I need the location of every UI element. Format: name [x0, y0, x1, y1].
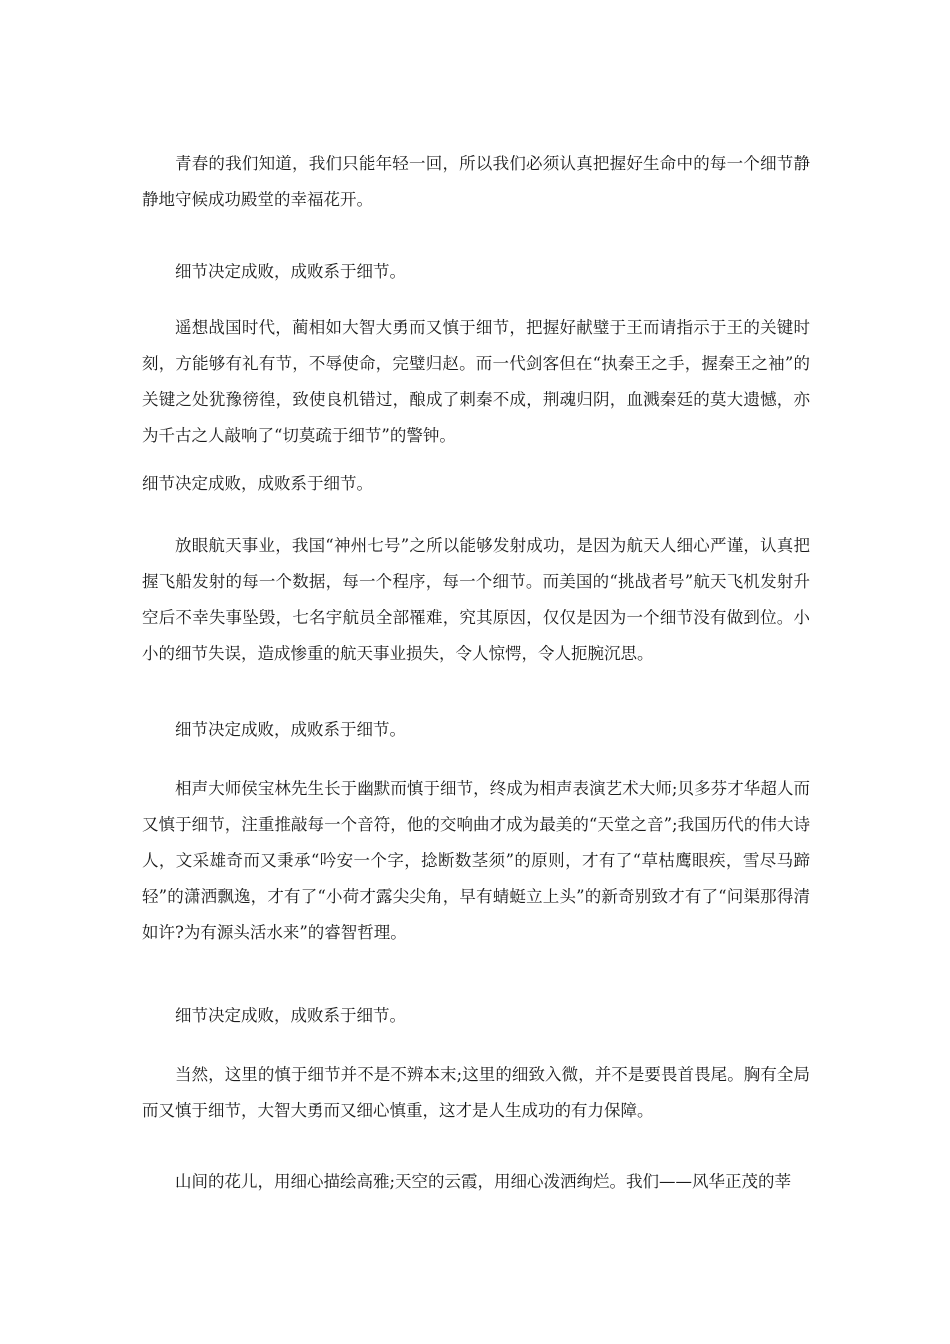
paragraph-refrain: 细节决定成败，成败系于细节。 — [142, 474, 373, 493]
paragraph-intro: 青春的我们知道，我们只能年轻一回，所以我们必须认真把握好生命中的每一个细节静静地守候成功殿堂的幸福花开。 — [142, 154, 810, 209]
paragraph-aerospace: 放眼航天事业，我国“神州七号”之所以能够发射成功，是因为航天人细心严谨，认真把握飞船发射的每一个数据，每一个程序，每一个细节。而美国的“挑战者号”航天飞机发射升空后不幸失事坠毁，七名宇航员全部罹难，究其原因，仅仅是因为一个细节没有做到位。小小的细节失误，造成惨重的航天事业损失，令人惊愕，令人扼腕沉思。 — [142, 536, 810, 663]
paragraph-balance: 当然，这里的慎于细节并不是不辨本末;这里的细致入微，并不是要畏首畏尾。胸有全局而又慎于细节，大智大勇而又细心慎重，这才是人生成功的有力保障。 — [142, 1065, 810, 1120]
paragraph-closing: 山间的花儿，用细心描绘高雅;天空的云霞，用细心泼洒绚烂。我们——风华正茂的莘 — [175, 1172, 792, 1191]
paragraph-refrain: 细节决定成败，成败系于细节。 — [175, 720, 406, 739]
paragraph-refrain: 细节决定成败，成败系于细节。 — [175, 1006, 406, 1025]
paragraph-refrain: 细节决定成败，成败系于细节。 — [175, 262, 406, 281]
paragraph-warring-states: 遥想战国时代，蔺相如大智大勇而又慎于细节，把握好献璧于王而请指示于王的关键时刻，方能够有礼有节，不辱使命，完璧归赵。而一代剑客但在“执秦王之手，握秦王之袖”的关键之处犹豫徬徨，致使良机错过，酿成了刺秦不成，荆魂归阴，血溅秦廷的莫大遗憾，亦为千古之人敲响了“切莫疏于细节”的警钟。 — [142, 318, 810, 445]
paragraph-artists: 相声大师侯宝林先生长于幽默而慎于细节，终成为相声表演艺术大师;贝多芬才华超人而又慎于细节，注重推敲每一个音符，他的交响曲才成为最美的“天堂之音”;我国历代的伟大诗人，文采雄奇而又秉承“吟安一个字，捻断数茎须”的原则，才有了“草枯鹰眼疾，雪尽马蹄轻”的潇洒飘逸，才有了“小荷才露尖尖角，早有蜻蜓立上头”的新奇别致才有了“问渠那得清如许?为有源头活水来”的睿智哲理。 — [142, 779, 810, 942]
